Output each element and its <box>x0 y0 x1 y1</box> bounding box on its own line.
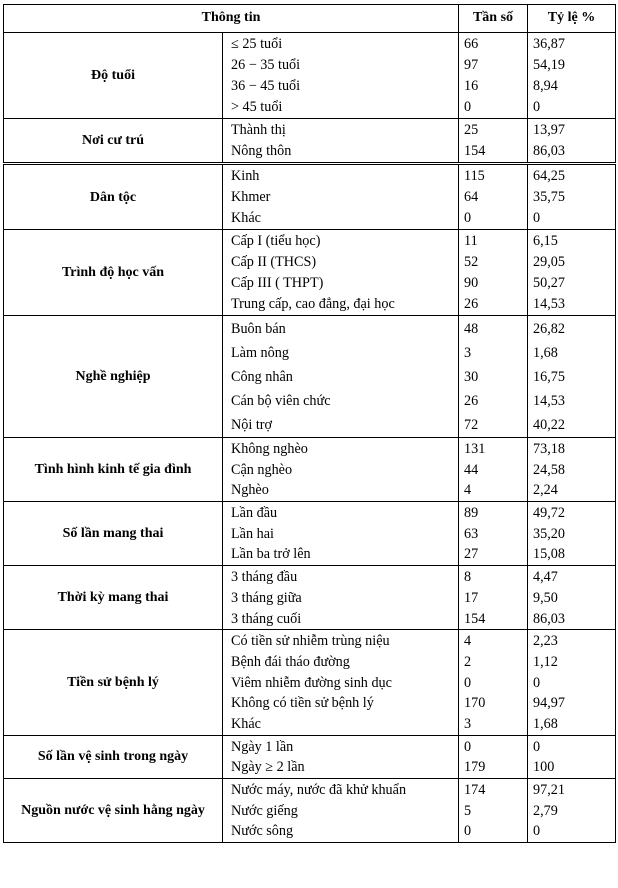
category-label-cell <box>223 438 459 502</box>
group-row <box>4 630 616 735</box>
category-label: Cấp II (THCS) <box>231 254 317 270</box>
rate-value: 0 <box>533 210 541 226</box>
group-row <box>4 566 616 630</box>
rate-value-cell <box>528 316 616 438</box>
rate-value: 8,94 <box>533 78 558 94</box>
rate-value: 100 <box>533 759 555 776</box>
rate-value: 36,87 <box>533 36 565 52</box>
frequency-value: 5 <box>464 802 472 819</box>
rate-value: 1,12 <box>533 653 558 670</box>
group-label: Số lần mang thai <box>4 502 223 566</box>
group-row <box>4 230 616 316</box>
group-label: Số lần vệ sinh trong ngày <box>4 735 223 778</box>
category-label: Không nghèo <box>231 441 308 457</box>
frequency-value: 17 <box>464 589 479 606</box>
category-label: Có tiền sử nhiễm trùng niệu <box>231 633 390 650</box>
group-row <box>4 502 616 566</box>
group-row <box>4 119 616 164</box>
category-label-cell <box>223 502 459 566</box>
frequency-value: 26 <box>464 393 479 409</box>
rate-value: 35,20 <box>533 525 565 542</box>
category-label-cell <box>223 230 459 316</box>
rate-value: 0 <box>533 738 541 755</box>
group-row <box>4 316 616 438</box>
category-label-cell <box>223 735 459 778</box>
frequency-value: 52 <box>464 254 479 270</box>
category-label: Kinh <box>231 168 260 184</box>
category-label: Lần hai <box>231 525 274 542</box>
frequency-value-cell <box>459 735 528 778</box>
rate-value: 54,19 <box>533 57 565 73</box>
category-label: Ngày ≥ 2 lần <box>231 759 305 776</box>
frequency-value: 89 <box>464 505 479 522</box>
rate-value: 2,79 <box>533 802 558 819</box>
frequency-value: 48 <box>464 321 479 337</box>
rate-value: 0 <box>533 99 541 115</box>
group-label: Thời kỳ mang thai <box>4 566 223 630</box>
frequency-value-cell <box>459 502 528 566</box>
category-label: Cán bộ viên chức <box>231 393 331 409</box>
category-label: Cấp III ( THPT) <box>231 275 324 291</box>
frequency-value-cell <box>459 438 528 502</box>
category-label: Nội trợ <box>231 417 272 433</box>
frequency-value-cell <box>459 566 528 630</box>
frequency-value: 64 <box>464 189 479 205</box>
rate-value: 2,23 <box>533 633 558 650</box>
frequency-value-cell <box>459 164 528 230</box>
category-label: Nông thôn <box>231 143 292 159</box>
category-label: ≤ 25 tuổi <box>231 36 283 52</box>
rate-value: 49,72 <box>533 505 565 522</box>
frequency-value-cell <box>459 630 528 735</box>
category-label: Khác <box>231 210 261 226</box>
frequency-value: 90 <box>464 275 479 291</box>
frequency-value: 174 <box>464 782 486 798</box>
rate-value: 0 <box>533 823 541 840</box>
frequency-value: 115 <box>464 168 485 184</box>
rate-value-cell <box>528 119 616 164</box>
data-table-container <box>3 4 615 843</box>
frequency-value: 0 <box>464 738 472 755</box>
frequency-value: 63 <box>464 525 479 542</box>
category-label: 3 tháng đầu <box>231 569 298 586</box>
group-label: Nghề nghiệp <box>4 316 223 438</box>
rate-value: 0 <box>533 674 541 691</box>
header-info: Thông tin <box>4 5 459 33</box>
category-label-cell <box>223 33 459 119</box>
frequency-value: 25 <box>464 122 479 138</box>
frequency-value-cell <box>459 230 528 316</box>
category-label: Ngày 1 lần <box>231 738 294 755</box>
frequency-value: 131 <box>464 441 486 457</box>
frequency-value: 4 <box>464 633 472 650</box>
frequency-value: 44 <box>464 461 479 478</box>
group-label: Trình độ học vấn <box>4 230 223 316</box>
group-row <box>4 438 616 502</box>
category-label-cell <box>223 630 459 735</box>
rate-value: 2,24 <box>533 482 558 499</box>
category-label: Khác <box>231 715 261 732</box>
frequency-value: 2 <box>464 653 472 670</box>
frequency-value: 8 <box>464 569 472 586</box>
frequency-value: 30 <box>464 369 479 385</box>
frequency-value: 170 <box>464 695 486 712</box>
rate-value: 14,53 <box>533 393 565 409</box>
category-label: Lần đầu <box>231 505 278 522</box>
rate-value: 29,05 <box>533 254 565 270</box>
characteristics-table <box>3 4 616 843</box>
rate-value-cell <box>528 33 616 119</box>
rate-value-cell <box>528 502 616 566</box>
category-label: Không có tiền sử bệnh lý <box>231 695 374 712</box>
group-label: Tình hình kinh tế gia đình <box>4 438 223 502</box>
group-row <box>4 33 616 119</box>
group-row <box>4 779 616 843</box>
frequency-value: 179 <box>464 759 486 776</box>
category-label-cell <box>223 566 459 630</box>
category-label: Buôn bán <box>231 321 286 337</box>
rate-value: 4,47 <box>533 569 558 586</box>
frequency-value: 72 <box>464 417 479 433</box>
category-label-cell <box>223 164 459 230</box>
group-label: Nơi cư trú <box>4 119 223 164</box>
category-label: 3 tháng giữa <box>231 589 302 606</box>
category-label: Bệnh đái tháo đường <box>231 653 350 670</box>
category-label: Trung cấp, cao đẳng, đại học <box>231 296 395 312</box>
frequency-value: 97 <box>464 57 479 73</box>
category-label: Công nhân <box>231 369 293 385</box>
category-label: Viêm nhiễm đường sinh dục <box>231 674 392 691</box>
group-row <box>4 735 616 778</box>
rate-value: 24,58 <box>533 461 565 478</box>
category-label: 26 − 35 tuổi <box>231 57 301 73</box>
table-body <box>4 33 616 843</box>
frequency-value: 0 <box>464 99 472 115</box>
frequency-value-cell <box>459 316 528 438</box>
group-row <box>4 164 616 230</box>
rate-value: 1,68 <box>533 345 558 361</box>
frequency-value: 4 <box>464 482 472 499</box>
rate-value: 16,75 <box>533 369 565 385</box>
rate-value-cell <box>528 438 616 502</box>
header-rate: Tỷ lệ % <box>528 5 616 33</box>
category-label: Nước sông <box>231 823 294 840</box>
rate-value: 50,27 <box>533 275 565 291</box>
frequency-value: 27 <box>464 546 479 563</box>
header-row <box>4 5 616 33</box>
category-label: > 45 tuổi <box>231 99 283 115</box>
category-label: Làm nông <box>231 345 289 361</box>
rate-value-cell <box>528 566 616 630</box>
rate-value: 1,68 <box>533 715 558 732</box>
rate-value: 94,97 <box>533 695 565 712</box>
rate-value: 26,82 <box>533 321 565 337</box>
frequency-value-cell <box>459 119 528 164</box>
rate-value: 86,03 <box>533 610 565 627</box>
rate-value: 86,03 <box>533 143 565 159</box>
frequency-value: 0 <box>464 674 472 691</box>
frequency-value: 66 <box>464 36 479 52</box>
frequency-value: 154 <box>464 610 486 627</box>
rate-value: 13,97 <box>533 122 565 138</box>
rate-value-cell <box>528 630 616 735</box>
group-label: Tiền sử bệnh lý <box>4 630 223 735</box>
group-label: Nguồn nước vệ sinh hằng ngày <box>4 779 223 843</box>
header-frequency: Tần số <box>459 5 528 33</box>
rate-value: 97,21 <box>533 782 565 798</box>
category-label: 36 − 45 tuổi <box>231 78 301 94</box>
frequency-value: 0 <box>464 823 472 840</box>
group-label: Độ tuổi <box>4 33 223 119</box>
category-label: Nước máy, nước đã khử khuẩn <box>231 782 407 798</box>
category-label: Nước giếng <box>231 802 298 819</box>
rate-value: 35,75 <box>533 189 565 205</box>
category-label: Khmer <box>231 189 271 205</box>
category-label-cell <box>223 779 459 843</box>
rate-value-cell <box>528 735 616 778</box>
rate-value: 9,50 <box>533 589 558 606</box>
category-label: Lần ba trở lên <box>231 546 311 563</box>
rate-value: 73,18 <box>533 441 565 457</box>
group-label: Dân tộc <box>4 164 223 230</box>
rate-value-cell <box>528 164 616 230</box>
category-label-cell <box>223 316 459 438</box>
category-label: Thành thị <box>231 122 286 138</box>
rate-value: 64,25 <box>533 168 565 184</box>
category-label-cell <box>223 119 459 164</box>
rate-value-cell <box>528 779 616 843</box>
rate-value: 40,22 <box>533 417 565 433</box>
rate-value: 15,08 <box>533 546 565 563</box>
rate-value-cell <box>528 230 616 316</box>
rate-value: 6,15 <box>533 233 558 249</box>
frequency-value-cell <box>459 779 528 843</box>
category-label: Cấp I (tiểu học) <box>231 233 321 249</box>
frequency-value: 11 <box>464 233 478 249</box>
category-label: Cận nghèo <box>231 461 293 478</box>
frequency-value: 154 <box>464 143 486 159</box>
frequency-value: 3 <box>464 715 472 732</box>
frequency-value-cell <box>459 33 528 119</box>
frequency-value: 26 <box>464 296 479 312</box>
frequency-value: 0 <box>464 210 472 226</box>
frequency-value: 3 <box>464 345 472 361</box>
rate-value: 14,53 <box>533 296 565 312</box>
frequency-value: 16 <box>464 78 479 94</box>
category-label: 3 tháng cuối <box>231 610 302 627</box>
category-label: Nghèo <box>231 482 269 499</box>
